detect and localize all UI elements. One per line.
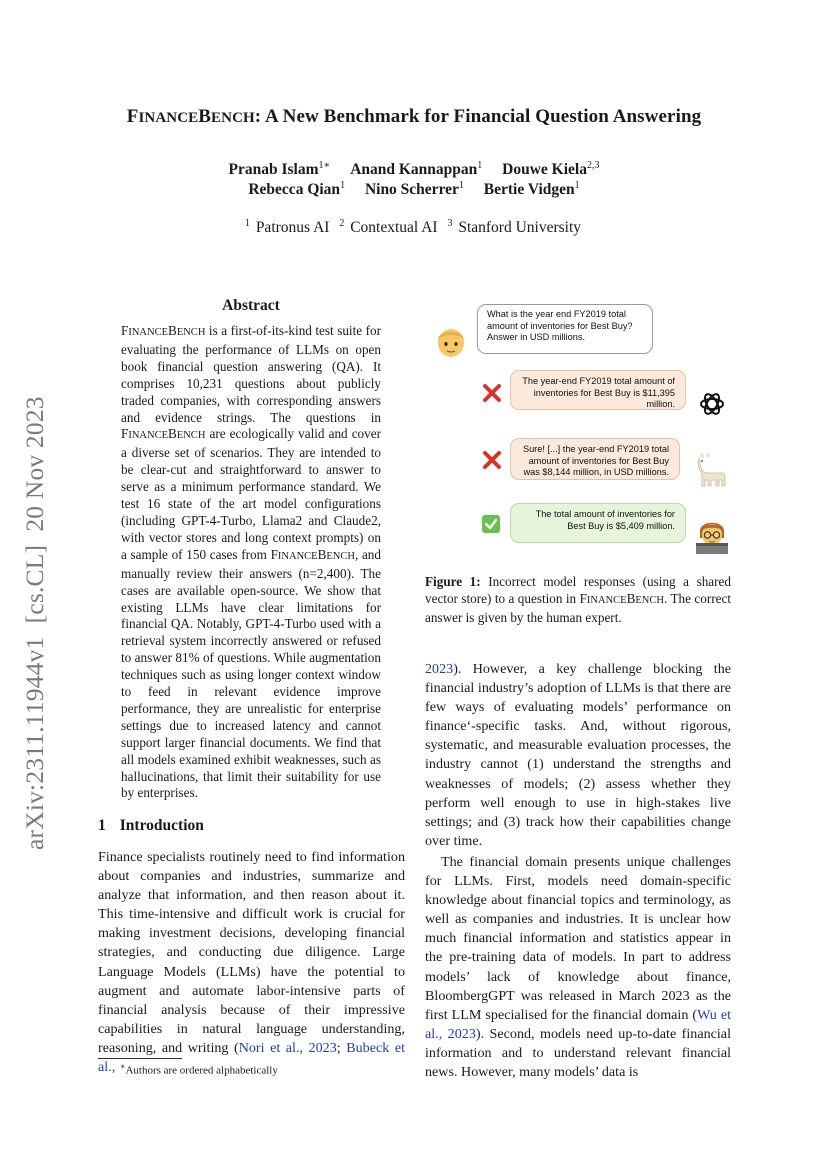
question-bubble: What is the year end FY2019 total amount of inventories for Best Buy? Answer in USD millions. [477,304,653,354]
cross-mark-icon [482,450,502,470]
model-answer-bubble: The year-end FY2019 total amount of inventories for Best Buy is $11,395 million. [510,370,686,410]
user-face-icon [435,324,467,358]
cross-mark-icon [482,383,502,403]
abstract-heading: Abstract [222,297,280,314]
paragraph: The financial domain presents unique challenges for LLMs. First, models need domain-specific knowledge about financial topics and terminology, as well as companies and industries. It is unclear how much financial information and statistics appear in the pre-training data of models. In part to address models’ lack of knowledge about finance, BloombergGPT was released in March 2023 as the first LLM specialised for the financial domain (Wu et al., 2023). Second, models need up-to-date financial information and to understand relevant financial news. However, many models’ data is [425,853,731,1080]
author: Nino Scherrer$^1$ [364,180,464,199]
section-heading-introduction: 1 Introduction [98,817,204,834]
citation-link[interactable]: 2023 [425,661,454,677]
author: Anand Kannappan$^1$ [350,160,483,179]
author: Rebecca Qian$^1$ [248,180,346,199]
expert-face-icon [696,518,728,554]
introduction-text: Finance specialists routinely need to find information about companies and industries, summarize and analyze that information, and then reason about it. This time-intensive and difficult work is crucial for making investment decisions, developing financial strategies, and conducting due diligence. Large Language Models (LLMs) have the potential to augment and automate labor-intensive parts of financial analysis because of their impressive capabilities in natural language understanding, reasoning, and writing (Nori et al., 2023; Bubeck et al., [98,849,405,1076]
author-list-row-2 [0,180,828,199]
abstract-text: FINANCEBENCH is a first-of-its-kind test suite for evaluating the performance of LLMs on open book financial question answering (QA). It comprises 10,231 questions about publicly traded companies, with corresponding answers and evidence strings. The questions in FINANCEBENCH are ecologically valid and cover a diverse set of scenarios. They are intended to be clear-cut and straightforward to answer to serve as a minimum performance standard. We test 16 state of the art model configurations (including GPT-4-Turbo, Llama2 and Claude2, with vector stores and long context prompts) on a sample of 150 cases from FINANCEBENCH, and manually review their answers (n=2,400). The cases are available open-source. We show that existing LLMs have clear limitations for financial QA. Notably, GPT-4-Turbo used with a retrieval system incorrectly answered or refused to answer 81% of questions. While augmentation techniques such as using longer context window to feed in relevant evidence improve performance, they are unrealistic for enterprise settings due to increased latency and cannot support larger financial documents. We find that all models examined exhibit weaknesses, such as hallucinations, that limit their suitability for use by enterprises. [121,323,381,801]
citation-link[interactable]: Wu et al., 2023 [425,1006,731,1042]
paper-title: FINANCEBENCH: A New Benchmark for Financial Question Answering [126,106,702,127]
affiliation: $^3$ Stanford University [447,218,582,237]
author-list-row-1 [0,160,828,179]
introduction-text-continued [425,660,731,1082]
author: Pranab Islam$^{1∗}$ [228,160,331,179]
check-mark-icon [482,515,500,533]
affiliations [0,218,828,237]
author: Bertie Vidgen$^1$ [483,180,580,199]
figure-1 [425,296,731,564]
expert-answer-bubble: The total amount of inventories for Best Buy is $5,409 million. [510,503,686,543]
affiliation: $^2$ Contextual AI [339,218,438,237]
figure-caption: Figure 1: Incorrect model responses (using a shared vector store) to a question in FINANCEBENCH. The correct answer is given by the human expert. [425,574,731,625]
footnote-divider [98,1058,182,1059]
openai-logo-icon [698,390,726,418]
footnote: ∗Authors are ordered alphabetically [120,1062,278,1077]
author: Douwe Kiela$^{2,3}$ [502,160,600,179]
llama-icon [694,452,728,488]
arxiv-identifier: arXiv:2311.11944v1 [cs.CL] 20 Nov 2023 [20,396,49,850]
model-answer-bubble: Sure! [...] the year-end FY2019 total amount of inventories for Best Buy was $8,144 million, in USD millions. [510,438,680,480]
affiliation: $^1$ Patronus AI [244,218,330,237]
citation-link[interactable]: Nori et al., 2023 [238,1039,337,1056]
citation-link[interactable]: Bubeck et al., [98,1039,405,1076]
paragraph: 2023). However, a key challenge blocking the financial industry’s adoption of LLMs is that there are few ways of evaluating models’ performance on finance‘-specific tasks. And, without rigorous, systematic, and measurable evaluation processes, the industry cannot (1) understand the strengths and weaknesses of models; (2) assess whether they perform well enough to use in high-stakes live settings; and (3) track how their capabilities change over time. [425,661,731,849]
